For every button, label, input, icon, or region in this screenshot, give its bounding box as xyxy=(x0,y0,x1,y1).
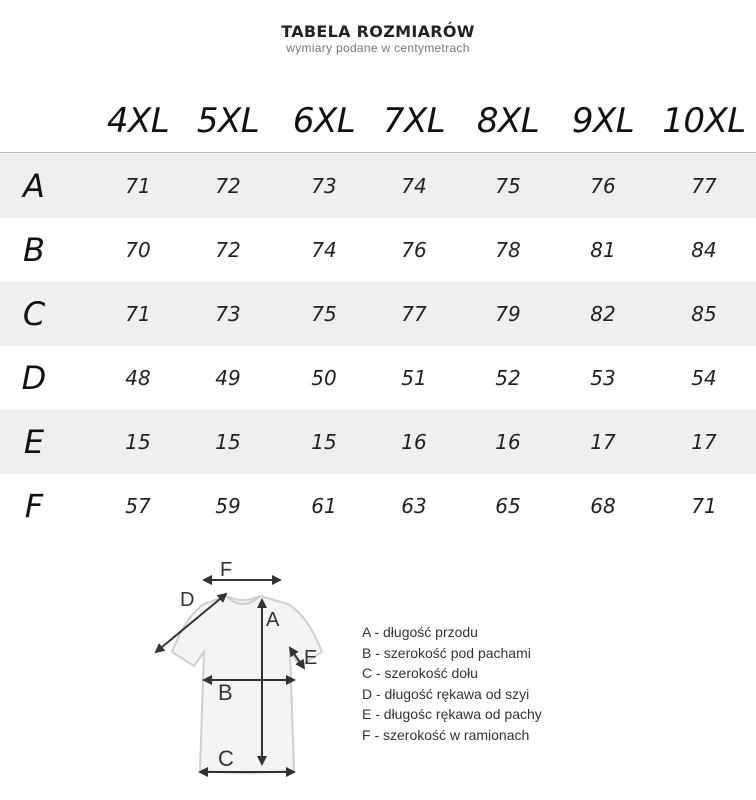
row-label: B xyxy=(23,231,45,269)
table-cell: 50 xyxy=(311,366,337,390)
table-row xyxy=(0,410,756,474)
table-cell: 51 xyxy=(401,366,427,390)
legend-item-d: D - długość rękawa od szyi xyxy=(362,685,530,702)
table-cell: 71 xyxy=(125,174,151,198)
table-cell: 82 xyxy=(590,302,616,326)
tshirt-diagram xyxy=(140,548,340,792)
table-cell: 65 xyxy=(495,494,521,518)
table-row xyxy=(0,282,756,346)
table-cell: 61 xyxy=(311,494,337,518)
header-divider xyxy=(0,152,756,153)
table-cell: 16 xyxy=(495,430,521,454)
table-cell: 70 xyxy=(125,238,151,262)
table-cell: 72 xyxy=(215,238,241,262)
table-cell: 71 xyxy=(125,302,151,326)
row-label: A xyxy=(23,167,45,205)
page-subtitle: wymiary podane w centymetrach xyxy=(286,41,470,55)
table-cell: 71 xyxy=(691,494,717,518)
legend-item-f: F - szerokość w ramionach xyxy=(362,726,530,743)
size-header-9xl: 9XL xyxy=(571,101,635,141)
table-row xyxy=(0,218,756,282)
table-cell: 15 xyxy=(311,430,337,454)
table-cell: 15 xyxy=(125,430,151,454)
table-cell: 17 xyxy=(590,430,616,454)
measurement-legend xyxy=(362,622,542,745)
row-label: C xyxy=(22,295,46,333)
table-cell: 79 xyxy=(495,302,521,326)
table-cell: 63 xyxy=(401,494,427,518)
table-cell: 78 xyxy=(495,238,521,262)
table-cell: 75 xyxy=(311,302,337,326)
row-label: D xyxy=(21,359,47,397)
table-cell: 73 xyxy=(311,174,337,198)
table-cell: 52 xyxy=(495,366,521,390)
diagram-label-a: A xyxy=(266,609,280,631)
table-cell: 84 xyxy=(691,238,717,262)
size-header-7xl: 7XL xyxy=(382,101,446,141)
table-cell: 77 xyxy=(401,302,427,326)
size-header-row xyxy=(0,100,756,148)
tshirt-outline xyxy=(172,596,322,773)
diagram-label-e: E xyxy=(304,647,318,669)
table-row xyxy=(0,154,756,218)
diagram-label-f: F xyxy=(220,559,233,581)
size-header-4xl: 4XL xyxy=(106,101,170,141)
size-header-5xl: 5XL xyxy=(196,101,260,141)
table-cell: 75 xyxy=(495,174,521,198)
table-cell: 49 xyxy=(215,366,241,390)
table-cell: 73 xyxy=(215,302,241,326)
size-header-10xl: 10XL xyxy=(662,101,746,141)
table-cell: 76 xyxy=(401,238,427,262)
legend-item-c: C - szerokość dołu xyxy=(362,665,478,681)
table-cell: 72 xyxy=(215,174,241,198)
table-row xyxy=(0,474,756,538)
legend-item-a: A - długość przodu xyxy=(362,624,478,640)
table-row xyxy=(0,346,756,410)
table-cell: 81 xyxy=(590,238,616,262)
table-cell: 48 xyxy=(125,366,151,390)
size-chart-header xyxy=(0,22,756,55)
diagram-label-c: C xyxy=(218,746,234,771)
size-header-8xl: 8XL xyxy=(476,101,540,141)
table-cell: 17 xyxy=(691,430,717,454)
size-header-6xl: 6XL xyxy=(292,101,356,141)
table-cell: 59 xyxy=(215,494,241,518)
table-cell: 54 xyxy=(691,366,717,390)
diagram-label-d: D xyxy=(180,589,195,611)
table-cell: 74 xyxy=(401,174,427,198)
table-cell: 15 xyxy=(215,430,241,454)
table-cell: 68 xyxy=(590,494,616,518)
diagram-label-b: B xyxy=(218,680,233,705)
legend-item-b: B - szerokość pod pachami xyxy=(362,644,531,661)
table-cell: 85 xyxy=(691,302,717,326)
table-cell: 53 xyxy=(590,366,616,390)
table-cell: 16 xyxy=(401,430,427,454)
table-cell: 74 xyxy=(311,238,337,262)
page-title: TABELA ROZMIARÓW xyxy=(281,22,475,41)
row-label: F xyxy=(24,487,44,525)
legend-item-e: E - długośc rękawa od pachy xyxy=(362,706,542,722)
table-cell: 57 xyxy=(125,494,151,518)
table-cell: 77 xyxy=(691,174,717,198)
row-label: E xyxy=(23,423,45,461)
table-cell: 76 xyxy=(590,174,616,198)
